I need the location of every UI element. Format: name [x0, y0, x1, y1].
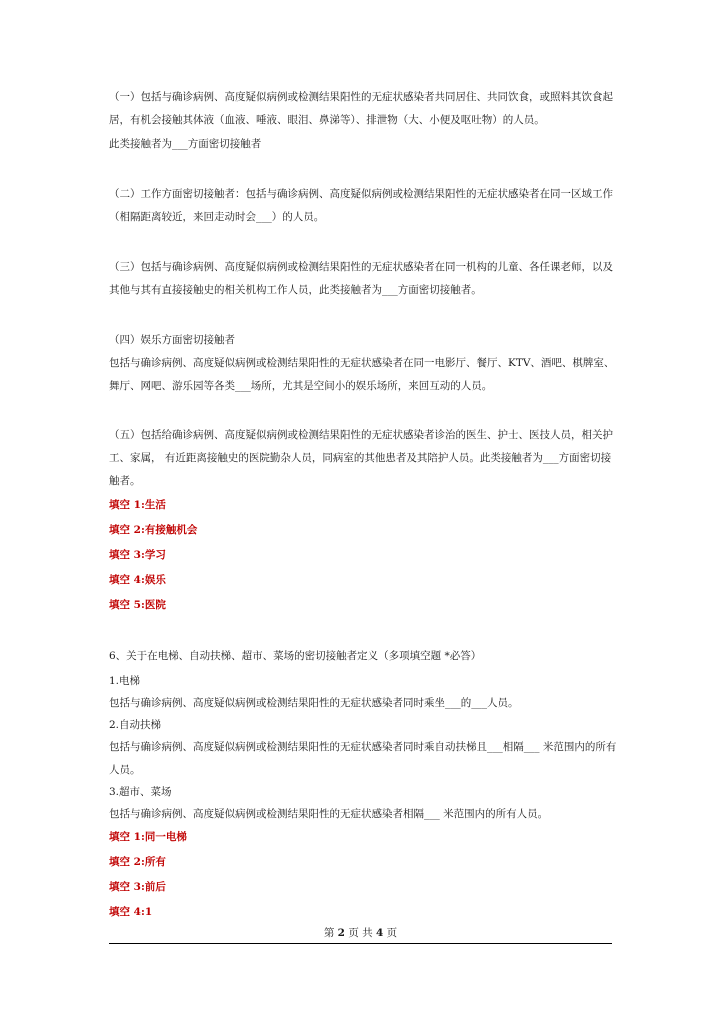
- answer-line: 填空 4:1: [109, 906, 153, 918]
- paragraph: （一）包括与确诊病例、高度疑似病例或检测结果阳性的无症状感染者共同居住、共同饮食，或照料其饮食起居，有机会接触其体液（血液、唾液、眼泪、鼻涕等）、排泄物（大、小便及呕吐物）的人员。: [109, 91, 613, 126]
- footer-suffix: 页: [386, 927, 398, 939]
- answer-line: 填空 2:有接触机会: [109, 524, 198, 536]
- paragraph: 包括与确诊病例、高度疑似病例或检测结果阳性的无症状感染者同时乘坐___的___人员。: [109, 697, 519, 709]
- answer-line: 填空 5:医院: [109, 599, 166, 611]
- answer-line: 填空 1:生活: [109, 499, 166, 511]
- page-footer: [109, 924, 612, 942]
- footer-mid: 页 共: [348, 927, 373, 939]
- paragraph: （五）包括给确诊病例、高度疑似病例或检测结果阳性的无症状感染者诊治的医生、护士、医技人员，相关护工、家属， 有近距离接触史的医院勤杂人员，同病室的其他患者及其陪护人员。此类接触者为___方面密切接触者。: [109, 429, 613, 487]
- paragraph: 包括与确诊病例、高度疑似病例或检测结果阳性的无症状感染者同时乘自动扶梯且___相隔___ 米范围内的所有人员。: [109, 741, 617, 776]
- paragraph: 此类接触者为___方面密切接触者: [109, 138, 262, 150]
- answer-line: 填空 2:所有: [109, 856, 166, 868]
- paragraph: （二）工作方面密切接触者：包括与确诊病例、高度疑似病例或检测结果阳性的无症状感染者在同一区域工作（相隔距离较近，来回走动时会___）的人员。: [109, 188, 613, 223]
- answer-line: 填空 1:同一电梯: [109, 831, 187, 843]
- paragraph: （四）娱乐方面密切接触者: [109, 334, 235, 346]
- footer-rule: [109, 943, 612, 944]
- paragraph: 1.电梯: [109, 675, 141, 687]
- footer-page-number: 2: [337, 927, 345, 939]
- answer-line: 填空 3:前后: [109, 881, 166, 893]
- paragraph: 3.超市、菜场: [109, 786, 172, 798]
- paragraph: （三）包括与确诊病例、高度疑似病例或检测结果阳性的无症状感染者在同一机构的儿童、各任课老师，以及其他与其有直接接触史的相关机构工作人员，此类接触者为___方面密切接触者。: [109, 261, 613, 296]
- paragraph: 包括与确诊病例、高度疑似病例或检测结果阳性的无症状感染者在同一电影厅、餐厅、KTV、酒吧、棋牌室、舞厅、网吧、游乐园等各类___场所，尤其是空间小的娱乐场所，来回互动的人员。: [109, 357, 615, 392]
- paragraph: 2.自动扶梯: [109, 719, 162, 731]
- answer-line: 填空 3:学习: [109, 549, 166, 561]
- question-title: 6、关于在电梯、自动扶梯、超市、菜场的密切接触者定义（多项填空题 *必答）: [109, 650, 482, 662]
- paragraph: 包括与确诊病例、高度疑似病例或检测结果阳性的无症状感染者相隔___ 米范围内的所有人员。: [109, 808, 549, 820]
- footer-prefix: 第: [323, 927, 335, 939]
- answer-line: 填空 4:娱乐: [109, 574, 166, 586]
- footer-total-pages: 4: [376, 927, 384, 939]
